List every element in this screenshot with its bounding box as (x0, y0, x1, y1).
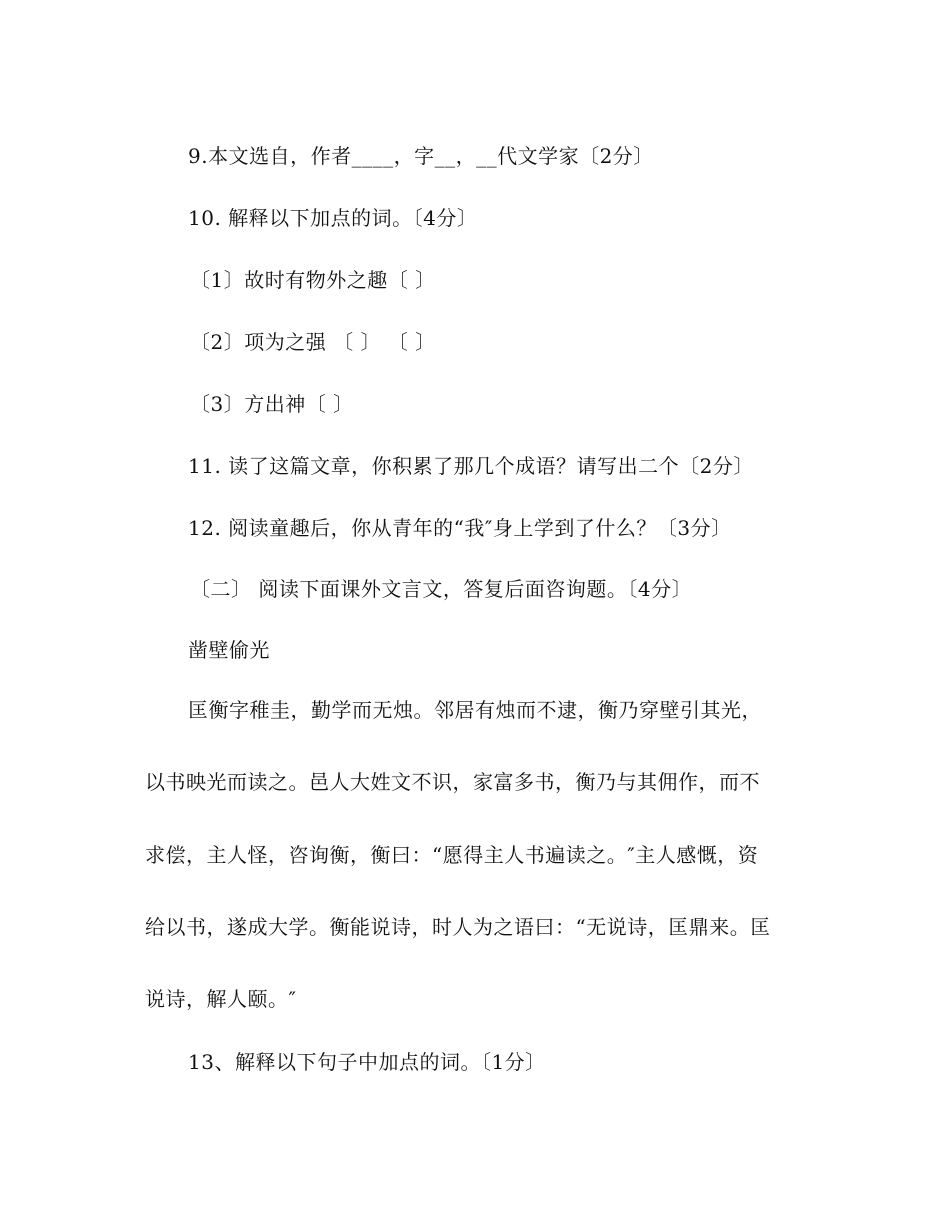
question-13: 13、解释以下句子中加点的词。〔1分〕 (188, 1050, 546, 1074)
question-10-item-2: 〔2〕项为之强 〔 〕 〔 〕 (190, 330, 436, 354)
passage-line-2: 以书映光而读之。邑人大姓文不识，家富多书，衡乃与其佣作，而不 (145, 770, 760, 794)
section-2-heading: 〔二〕 阅读下面课外文言文，答复后面咨询题。〔4分〕 (190, 577, 693, 601)
passage-line-1: 匡衡字稚圭，勤学而无烛。邻居有烛而不逮，衡乃穿壁引其光， (188, 698, 762, 722)
passage-line-3: 求偿，主人怪，咨询衡，衡曰：“愿得主人书遍读之。″主人感慨，资 (145, 843, 759, 867)
question-10-item-3: 〔3〕方出神〔 〕 (190, 392, 354, 416)
question-9: 9.本文选自，作者____，字__，__代文学家〔2分〕 (188, 144, 654, 168)
question-10: 10. 解释以下加点的词。〔4分〕 (188, 206, 478, 230)
question-10-item-1: 〔1〕故时有物外之趣〔 〕 (190, 268, 436, 292)
question-12: 12. 阅读童趣后，你从青年的“我″身上学到了什么？〔3分〕 (188, 516, 732, 540)
question-11: 11. 读了这篇文章，你积累了那几个成语？请写出二个〔2分〕 (188, 454, 754, 478)
passage-line-4: 给以书，遂成大学。衡能说诗，时人为之语曰：“无说诗，匡鼎来。匡 (145, 915, 771, 939)
passage-title: 凿壁偷光 (188, 638, 270, 662)
passage-line-5: 说诗，解人颐。″ (145, 987, 297, 1011)
